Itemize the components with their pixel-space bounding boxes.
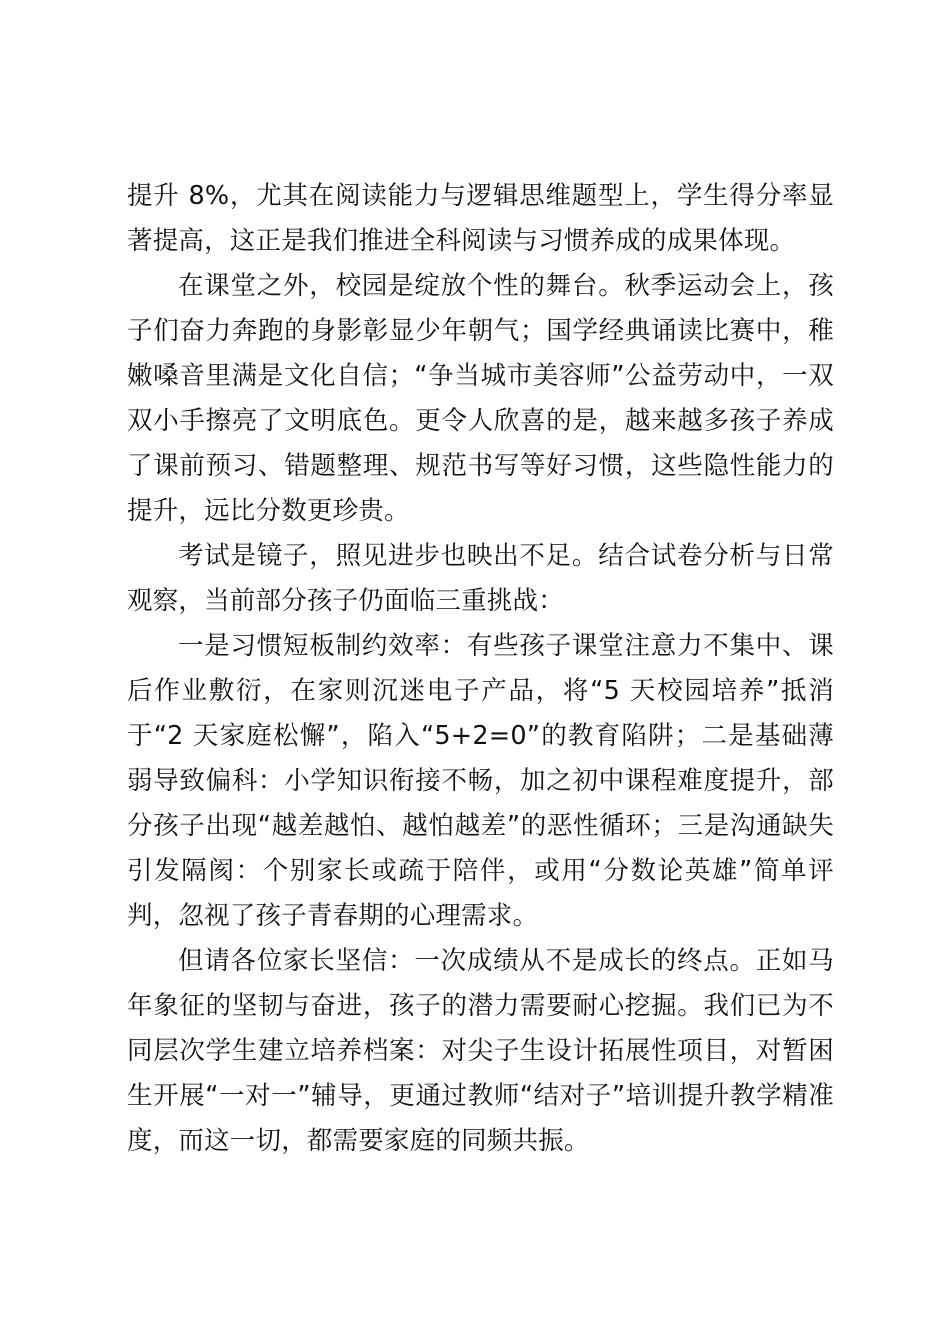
paragraph-4: 一是习惯短板制约效率：有些孩子课堂注意力不集中、课后作业敷衍，在家则沉迷电子产品，将“5 天校园培养”抵消于“2 天家庭松懈”，陷入“5+2=0”的教育陷阱；二是基础薄弱导致偏科：小学知识衔接不畅，加之初中课程难度提升，部分孩子出现“越差越怕、越怕越差”的恶性循环；三是沟通缺失引发隔阂：个别家长或疏于陪伴，或用“分数论英雄”简单评判，忽视了孩子青春期的心理需求。 — [127, 631, 834, 931]
document-body — [127, 174, 834, 1164]
paragraph-5: 但请各位家长坚信：一次成绩从不是成长的终点。正如马年象征的坚韧与奋进，孩子的潜力需要耐心挖掘。我们已为不同层次学生建立培养档案：对尖子生设计拓展性项目，对暂困生开展“一对一”辅导，更通过教师“结对子”培训提升教学精准度，而这一切，都需要家庭的同频共振。 — [127, 946, 834, 1156]
paragraph-1: 提升 8%，尤其在阅读能力与逻辑思维题型上，学生得分率显著提高，这正是我们推进全科阅读与习惯养成的成果体现。 — [127, 181, 834, 256]
paragraph-2: 在课堂之外，校园是绽放个性的舞台。秋季运动会上，孩子们奋力奔跑的身影彰显少年朝气；国学经典诵读比赛中，稚嫩嗓音里满是文化自信；“争当城市美容师”公益劳动中，一双双小手擦亮了文明底色。更令人欣喜的是，越来越多孩子养成了课前预习、错题整理、规范书写等好习惯，这些隐性能力的提升，远比分数更珍贵。 — [127, 271, 834, 526]
paragraph-3: 考试是镜子，照见进步也映出不足。结合试卷分析与日常观察，当前部分孩子仍面临三重挑战： — [127, 541, 834, 616]
